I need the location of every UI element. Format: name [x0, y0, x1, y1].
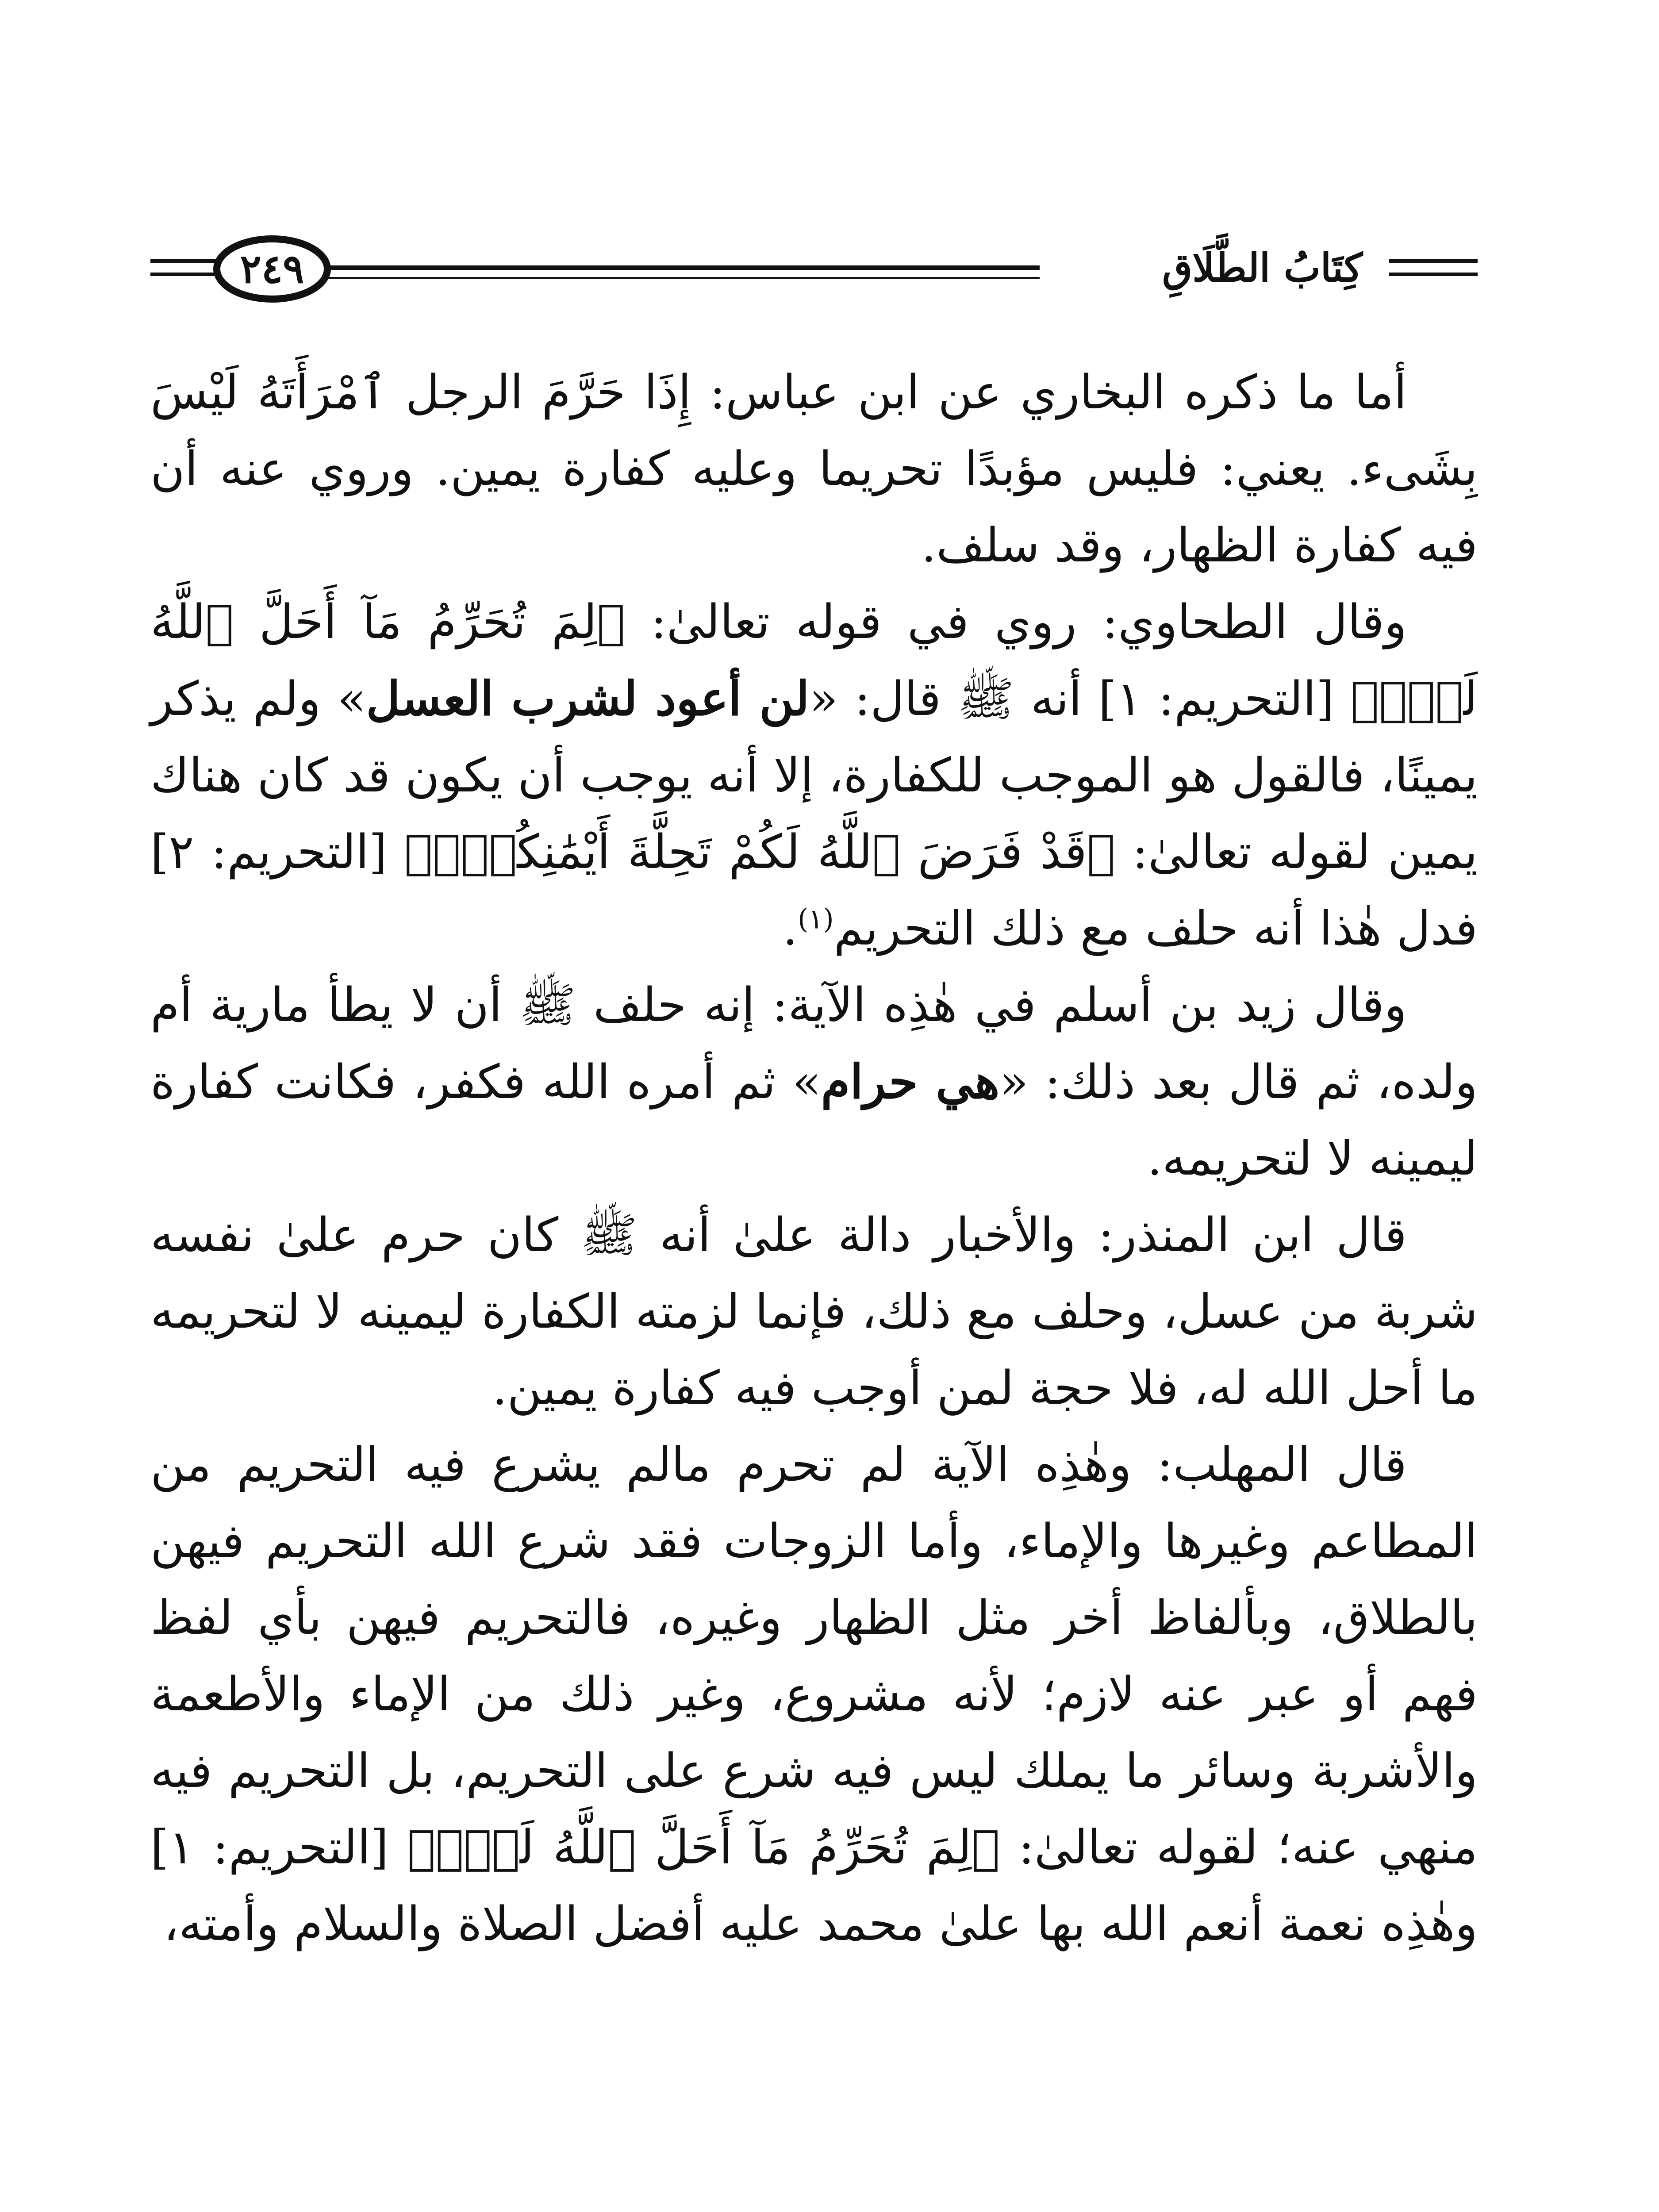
- running-header: [150, 230, 1478, 319]
- paragraph: [150, 967, 1478, 1197]
- text-span: وقال زيد بن أسلم في هٰذِه الآية: إنه حلف ﷺ أن لا يطأ مارية أم ولده، ثم قال بعد ذلك: «: [150, 978, 1478, 1109]
- text-span: وقال الطحاوي: روي في قوله تعالىٰ: ﴿لِمَ تُحَرِّمُ مَآ أَحَلَّ ٱللَّهُ لَكَۖ﴾ [التحريم: ١] أنه ﷺ قال: «: [150, 595, 1478, 726]
- paragraph: أما ما ذكره البخاري عن ابن عباس: إِذَا حَرَّمَ الرجل ٱمْرَأَتَهُ لَيْسَ بِشَىء. يعني: فليس مؤبدًا تحريما وعليه كفارة يمين. وروي عنه أن فيه كفارة الظهار، وقد سلف.: [150, 365, 1478, 572]
- book-title: كِتَابُ الطَّلَاقِ: [1040, 243, 1376, 292]
- page-number: ٢٤٩: [240, 246, 304, 292]
- text-span: » ثم أمره الله فكفر، فكانت كفارة ليمينه لا لتحريمه.: [150, 1055, 1478, 1186]
- text-span: .: [783, 901, 798, 956]
- paragraph: [150, 584, 1478, 967]
- hadith-quote: لن أعود لشرب العسل: [366, 671, 810, 726]
- main-text: [150, 354, 1478, 1962]
- paragraph: قال المهلب: وهٰذِه الآية لم تحرم مالم يشرع فيه التحريم من المطاعم وغيرها والإماء، وأما الزوجات فقد شرع الله التحريم فيهن بالطلاق، وبألفاظ أخر مثل الظهار وغيره، فالتحريم فيهن بأي لفظ فهم أو عبر عنه لازم؛ لأنه مشروع، وغير ذلك من الإماء والأطعمة والأشربة وسائر ما يملك ليس فيه شرع على التحريم، بل التحريم فيه منهي عنه؛ لقوله تعالىٰ: ﴿لِمَ تُحَرِّمُ مَآ أَحَلَّ ٱللَّهُ لَكَۖ﴾ [التحريم: ١] وهٰذِه نعمة أنعم الله بها علىٰ محمد عليه أفضل الصلاة والسلام وأمته،: [150, 1437, 1478, 1951]
- hadith-quote: هي حرام: [821, 1054, 1000, 1109]
- footnote-reference: (١): [797, 902, 834, 935]
- paragraph: قال ابن المنذر: والأخبار دالة علىٰ أنه ﷺ كان حرم علىٰ نفسه شربة من عسل، وحلف مع ذلك، فإنما لزمته الكفارة ليمينه لا لتحريمه ما أحل الله له، فلا حجة لمن أوجب فيه كفارة يمين.: [150, 1208, 1478, 1415]
- text-span: » ولم يذكر يمينًا، فالقول هو الموجب للكفارة، إلا أنه يوجب أن يكون قد كان هناك يمين لقوله تعالىٰ: ﴿قَدْ فَرَضَ ٱللَّهُ لَكُمْ تَحِلَّةَ أَيْمَٰنِكُمْۚ﴾ [التحريم: ٢] فدل هٰذا أنه حلف مع ذلك التحريم: [150, 672, 1478, 956]
